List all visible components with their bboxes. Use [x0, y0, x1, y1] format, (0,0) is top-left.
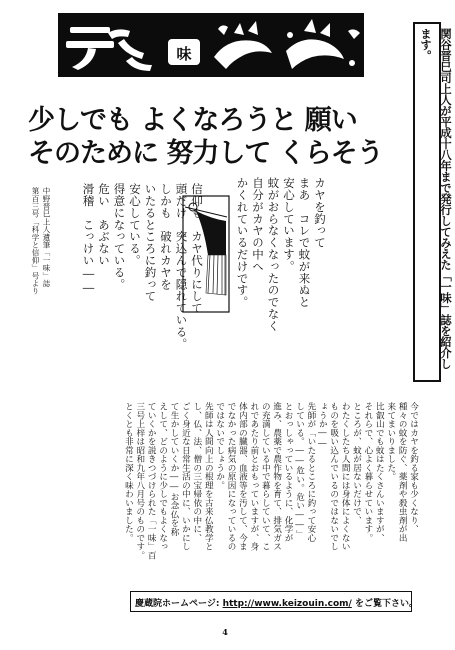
title-banner-woodblock: [58, 13, 364, 77]
poem-right-block: カヤを釣って まあ コレで蚊が来ぬと 安心しています。 蚊がおらなくなったのでなく 自分がカヤの中へ かくれているだけです。: [235, 177, 327, 332]
side-banner-text: 関谷晋巳司上人が平成十八年まで発行してみえた「一味」誌を紹介します。: [419, 28, 452, 369]
attribution-note: 中野晋巳上人遺筆「一味」誌 第百三号「科学と信仰」号より: [31, 187, 51, 295]
headline-line-1: 少しでも よくなろうと 願い: [28, 105, 357, 136]
poem-left-block: 信仰も カヤ代りにして 頭だけ 突込んで隠れている。 しかも 破れカヤを いたるところに釣って 安心している。 得意になっている。 危い あぶない 滑稽 こっけい――: [81, 183, 204, 350]
woodblock-fish-shapes: [214, 19, 360, 69]
page-number: 4: [222, 627, 228, 637]
website-footer-box: [130, 591, 418, 612]
banner-mi-char: 味: [176, 45, 192, 63]
woodblock-art: [58, 13, 364, 77]
side-banner: [413, 22, 452, 382]
headline-line-2: そのために 努力して くらそう: [28, 138, 383, 169]
footer-prefix: 慶蔵院ホームページ:: [135, 599, 220, 609]
footer-suffix: をご覧下さい。: [354, 599, 418, 609]
woodblock-char-ichi: [66, 27, 152, 71]
body-text-block: 今ではカヤを釣る家も少くなり、 種々の蚊を防ぐ、薬剤や殺虫剤が出 来てまいりました。 比叡山でも蚊はたくさんいますが、 それらで、心よく暮らせています。 ところが、蚊が居ないだけで、 わたくしたち人間には身体によくない ものを吸い込んでいるのではないでし ょうか―― 先師が「いたるところに釣って安心 している。――危い。危い――」 とおっしゃっているように、化学が 進み、農薬で農作物を育て、排気ガス の充満している中で暮らしていて、こ れであたり前とおもっていますが、身 体内部の臓器、血液等を汚して、今ま でなかった病気の原因になっているの ではないでしょうか。 先師は人間向上の根理を古来仏教学と し、仏、法、僧の三宝帰依の中に、 ごく身近な日常生活の中に、いかにし て生かしていくか――お念仏を称 えして、どのように少しでもよくなっ ていくかを説きつづけられた「一味」百 三号上梓は昭和九年八月号のものです。 とくとも非常に深く味わいました。: [123, 402, 419, 560]
homepage-link[interactable]: http://www.keizouin.com/: [222, 599, 352, 609]
